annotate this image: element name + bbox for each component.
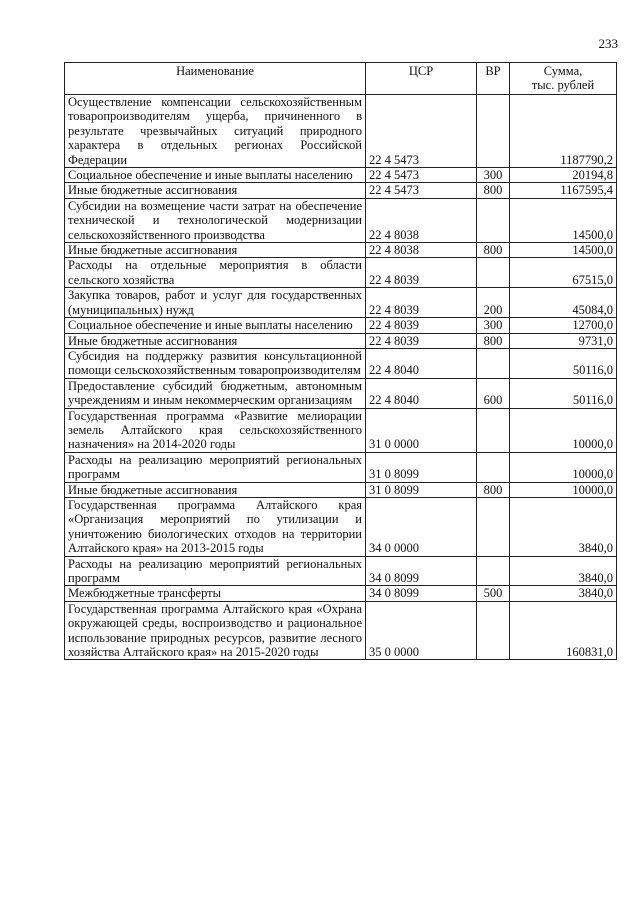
row-sum: 50116,0 bbox=[510, 348, 617, 378]
row-sum: 1187790,2 bbox=[510, 95, 617, 168]
row-sum: 10000,0 bbox=[510, 408, 617, 452]
row-vr bbox=[477, 348, 510, 378]
row-name: Межбюджетные трансферты bbox=[65, 586, 366, 601]
row-sum: 3840,0 bbox=[510, 497, 617, 556]
row-csr: 22 4 8040 bbox=[366, 378, 477, 408]
row-vr bbox=[477, 95, 510, 168]
row-name: Иные бюджетные ассигнования bbox=[65, 243, 366, 258]
row-sum: 20194,8 bbox=[510, 168, 617, 183]
row-sum: 14500,0 bbox=[510, 198, 617, 242]
row-name: Закупка товаров, работ и услуг для государственных (муниципальных) нужд bbox=[65, 288, 366, 318]
table-row bbox=[65, 586, 617, 601]
row-vr bbox=[477, 452, 510, 482]
row-vr: 800 bbox=[477, 243, 510, 258]
header-vr: ВР bbox=[477, 63, 510, 95]
row-csr: 22 4 8039 bbox=[366, 258, 477, 288]
row-name: Расходы на реализацию мероприятий региональных программ bbox=[65, 452, 366, 482]
row-vr: 500 bbox=[477, 586, 510, 601]
table-row bbox=[65, 183, 617, 198]
table-row bbox=[65, 348, 617, 378]
row-vr bbox=[477, 497, 510, 556]
row-sum: 45084,0 bbox=[510, 288, 617, 318]
row-sum: 12700,0 bbox=[510, 318, 617, 333]
row-vr bbox=[477, 601, 510, 660]
table-row bbox=[65, 408, 617, 452]
header-name: Наименование bbox=[65, 63, 366, 95]
table-row bbox=[65, 497, 617, 556]
header-csr: ЦСР bbox=[366, 63, 477, 95]
row-csr: 34 0 8099 bbox=[366, 556, 477, 586]
row-sum: 14500,0 bbox=[510, 243, 617, 258]
row-csr: 31 0 8099 bbox=[366, 482, 477, 497]
row-csr: 31 0 0000 bbox=[366, 408, 477, 452]
row-csr: 22 4 8038 bbox=[366, 198, 477, 242]
row-name: Государственная программа Алтайского края «Организация мероприятий по утилизации и уничтожению биологических отходов на территории Алтайского края» на 2013-2015 годы bbox=[65, 497, 366, 556]
table-row bbox=[65, 556, 617, 586]
row-csr: 31 0 8099 bbox=[366, 452, 477, 482]
row-name: Иные бюджетные ассигнования bbox=[65, 482, 366, 497]
row-name: Осуществление компенсации сельскохозяйственным товаропроизводителям ущерба, причиненного в результате чрезвычайных ситуаций природного характера в отдельных регионах Российской Федерации bbox=[65, 95, 366, 168]
row-name: Государственная программа «Развитие мелиорации земель Алтайского края сельскохозяйственного назначения» на 2014-2020 годы bbox=[65, 408, 366, 452]
table-row bbox=[65, 318, 617, 333]
header-sum bbox=[510, 63, 617, 95]
budget-table bbox=[64, 62, 617, 660]
row-name: Иные бюджетные ассигнования bbox=[65, 333, 366, 348]
row-csr: 22 4 8039 bbox=[366, 318, 477, 333]
row-csr: 34 0 0000 bbox=[366, 497, 477, 556]
row-sum: 3840,0 bbox=[510, 556, 617, 586]
header-sum-line2: тыс. рублей bbox=[531, 78, 595, 93]
row-sum: 67515,0 bbox=[510, 258, 617, 288]
table-row bbox=[65, 243, 617, 258]
row-csr: 22 4 8040 bbox=[366, 348, 477, 378]
table-header-row bbox=[65, 63, 617, 95]
row-csr: 22 4 8038 bbox=[366, 243, 477, 258]
row-sum: 10000,0 bbox=[510, 482, 617, 497]
row-vr: 800 bbox=[477, 333, 510, 348]
row-vr bbox=[477, 258, 510, 288]
table-row bbox=[65, 168, 617, 183]
row-vr: 600 bbox=[477, 378, 510, 408]
row-name: Субсидии на возмещение части затрат на обеспечение технической и технологической модернизации сельскохозяйственного производства bbox=[65, 198, 366, 242]
table-row bbox=[65, 333, 617, 348]
table-row bbox=[65, 258, 617, 288]
row-sum: 10000,0 bbox=[510, 452, 617, 482]
row-vr: 800 bbox=[477, 183, 510, 198]
row-name: Социальное обеспечение и иные выплаты населению bbox=[65, 168, 366, 183]
row-sum: 1167595,4 bbox=[510, 183, 617, 198]
row-vr: 300 bbox=[477, 318, 510, 333]
row-vr: 300 bbox=[477, 168, 510, 183]
row-name: Иные бюджетные ассигнования bbox=[65, 183, 366, 198]
row-csr: 22 4 5473 bbox=[366, 183, 477, 198]
row-name: Государственная программа Алтайского края «Охрана окружающей среды, воспроизводство и рациональное использование природных ресурсов, развитие лесного хозяйства Алтайского края» на 2015-2020 годы bbox=[65, 601, 366, 660]
row-sum: 50116,0 bbox=[510, 378, 617, 408]
row-vr bbox=[477, 556, 510, 586]
header-sum-line1: Сумма, bbox=[543, 64, 583, 78]
row-csr: 22 4 8039 bbox=[366, 288, 477, 318]
row-name: Субсидия на поддержку развития консультационной помощи сельскохозяйственным товаропроизводителям bbox=[65, 348, 366, 378]
row-csr: 22 4 5473 bbox=[366, 168, 477, 183]
table-row bbox=[65, 288, 617, 318]
row-vr bbox=[477, 198, 510, 242]
row-csr: 34 0 8099 bbox=[366, 586, 477, 601]
table-row bbox=[65, 452, 617, 482]
row-csr: 22 4 5473 bbox=[366, 95, 477, 168]
row-name: Социальное обеспечение и иные выплаты населению bbox=[65, 318, 366, 333]
row-sum: 3840,0 bbox=[510, 586, 617, 601]
row-name: Расходы на отдельные мероприятия в области сельского хозяйства bbox=[65, 258, 366, 288]
row-name: Расходы на реализацию мероприятий региональных программ bbox=[65, 556, 366, 586]
row-vr bbox=[477, 408, 510, 452]
row-vr: 200 bbox=[477, 288, 510, 318]
table-row bbox=[65, 601, 617, 660]
row-csr: 22 4 8039 bbox=[366, 333, 477, 348]
row-sum: 9731,0 bbox=[510, 333, 617, 348]
table-row bbox=[65, 198, 617, 242]
row-vr: 800 bbox=[477, 482, 510, 497]
row-sum: 160831,0 bbox=[510, 601, 617, 660]
table-row bbox=[65, 95, 617, 168]
table-row bbox=[65, 378, 617, 408]
page-number: 233 bbox=[598, 36, 618, 51]
row-name: Предоставление субсидий бюджетным, автономным учреждениям и иным некоммерческим организациям bbox=[65, 378, 366, 408]
row-csr: 35 0 0000 bbox=[366, 601, 477, 660]
table-row bbox=[65, 482, 617, 497]
